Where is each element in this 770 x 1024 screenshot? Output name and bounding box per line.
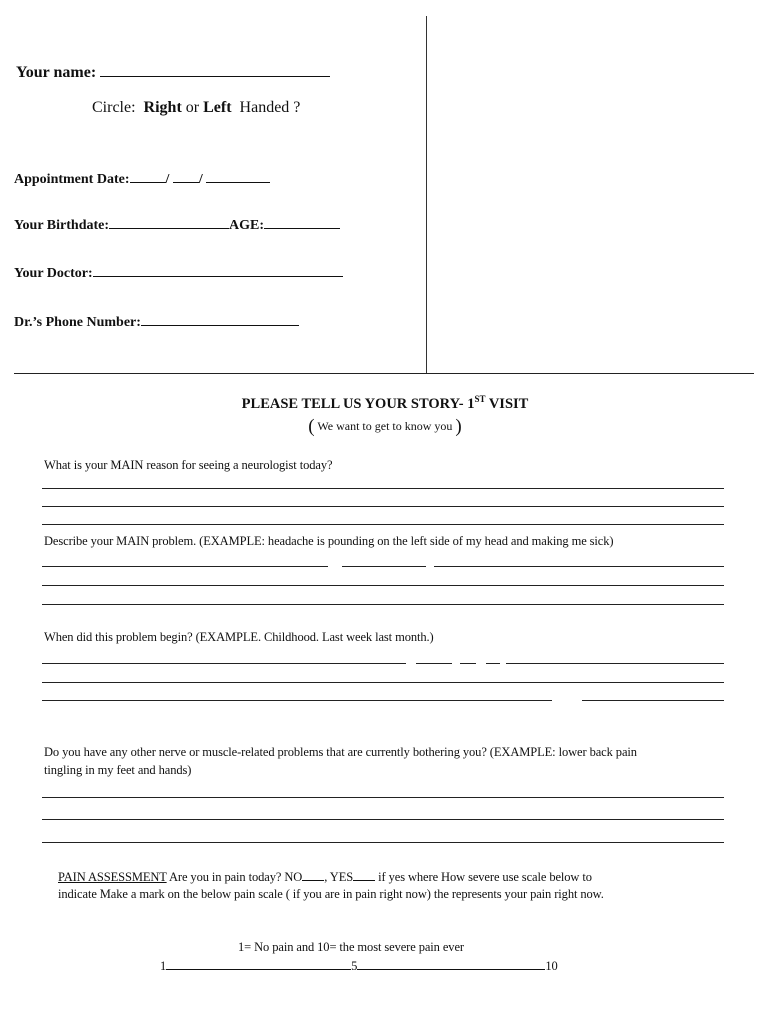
answer-line[interactable]: [342, 566, 426, 567]
subtitle-text: We want to get to know you: [317, 419, 453, 433]
phone-field[interactable]: [141, 311, 299, 326]
appointment-month-field[interactable]: [130, 168, 166, 183]
story-title-end: VISIT: [485, 395, 529, 412]
subtitle-close-paren: ): [455, 416, 462, 437]
handedness-row: [92, 99, 300, 117]
header-vertical-divider: [426, 16, 427, 373]
date-slash-1: /: [165, 172, 170, 187]
story-title-text: PLEASE TELL US YOUR STORY- 1: [241, 395, 475, 412]
answer-line[interactable]: [42, 663, 406, 664]
answer-line[interactable]: [460, 663, 476, 664]
pain-scale: [160, 957, 558, 974]
answer-line[interactable]: [42, 524, 724, 525]
pain-yes-text: , YES: [324, 870, 354, 884]
pain-yes-field[interactable]: [353, 869, 375, 881]
answer-line[interactable]: [42, 604, 724, 605]
story-title: [0, 394, 770, 413]
birthdate-row: [14, 214, 340, 234]
pain-question-text: Are you in pain today? NO: [166, 870, 303, 884]
pain-scale-caption: 1= No pain and 10= the most severe pain ever: [238, 940, 464, 954]
question-main-reason: What is your MAIN reason for seeing a neurologist today?: [44, 458, 333, 472]
phone-label: Dr.’s Phone Number:: [14, 315, 141, 330]
age-label: AGE:: [229, 218, 265, 233]
answer-line[interactable]: [42, 488, 724, 489]
right-handed-option[interactable]: Right: [143, 99, 182, 116]
answer-line[interactable]: [42, 797, 724, 798]
answer-line[interactable]: [42, 842, 724, 843]
circle-prefix: Circle:: [92, 99, 136, 116]
doctor-label: Your Doctor:: [14, 266, 93, 281]
age-field[interactable]: [264, 214, 340, 229]
appointment-year-field[interactable]: [206, 168, 270, 183]
question-other-problems-line1: Do you have any other nerve or muscle-related problems that are currently bothering you? (EXAMPLE: lower back pain: [44, 745, 637, 759]
left-handed-option[interactable]: Left: [203, 99, 232, 116]
phone-row: [14, 311, 299, 331]
appointment-label: Appointment Date:: [14, 172, 130, 187]
pain-assessment-line2: indicate Make a mark on the below pain scale ( if you are in pain right now) the represents your pain right now.: [58, 887, 604, 901]
pain-scale-mid: 5: [351, 959, 358, 973]
answer-line[interactable]: [42, 682, 724, 683]
question-other-problems-line2: tingling in my feet and hands): [44, 763, 192, 777]
story-subtitle: [0, 416, 770, 438]
pain-assessment-heading: PAIN ASSESSMENT: [58, 870, 167, 884]
answer-line[interactable]: [582, 700, 724, 701]
answer-line[interactable]: [506, 663, 724, 664]
pain-scale-line-left[interactable]: [166, 957, 351, 970]
answer-line[interactable]: [486, 663, 500, 664]
doctor-field[interactable]: [93, 262, 343, 277]
header-bottom-rule: [14, 373, 754, 374]
pain-assessment-line1: [58, 869, 592, 885]
appointment-row: [14, 168, 270, 188]
your-name-field[interactable]: [100, 62, 330, 77]
answer-line[interactable]: [42, 585, 724, 586]
or-text: or: [185, 99, 200, 116]
story-title-sup: ST: [474, 394, 486, 404]
handed-text: Handed ?: [239, 99, 301, 116]
appointment-day-field[interactable]: [173, 168, 199, 183]
pain-scale-max: 10: [545, 959, 558, 973]
answer-line[interactable]: [434, 566, 724, 567]
answer-line[interactable]: [42, 566, 328, 567]
pain-where-text: if yes where How severe use scale below to: [375, 870, 592, 884]
birthdate-field[interactable]: [109, 214, 229, 229]
your-name-label: Your name:: [16, 64, 97, 81]
answer-line[interactable]: [416, 663, 452, 664]
subtitle-open-paren: (: [308, 416, 315, 437]
pain-no-field[interactable]: [302, 869, 324, 881]
answer-line[interactable]: [42, 819, 724, 820]
date-slash-2: /: [198, 172, 203, 187]
pain-scale-line-right[interactable]: [357, 957, 545, 970]
pain-scale-min: 1: [160, 959, 167, 973]
doctor-row: [14, 262, 343, 282]
birthdate-label: Your Birthdate:: [14, 218, 110, 233]
your-name-row: [16, 62, 330, 82]
answer-line[interactable]: [42, 506, 724, 507]
question-main-problem: Describe your MAIN problem. (EXAMPLE: headache is pounding on the left side of my head and making me sick): [44, 534, 614, 548]
question-problem-begin: When did this problem begin? (EXAMPLE. Childhood. Last week last month.): [44, 630, 434, 644]
answer-line[interactable]: [42, 700, 552, 701]
